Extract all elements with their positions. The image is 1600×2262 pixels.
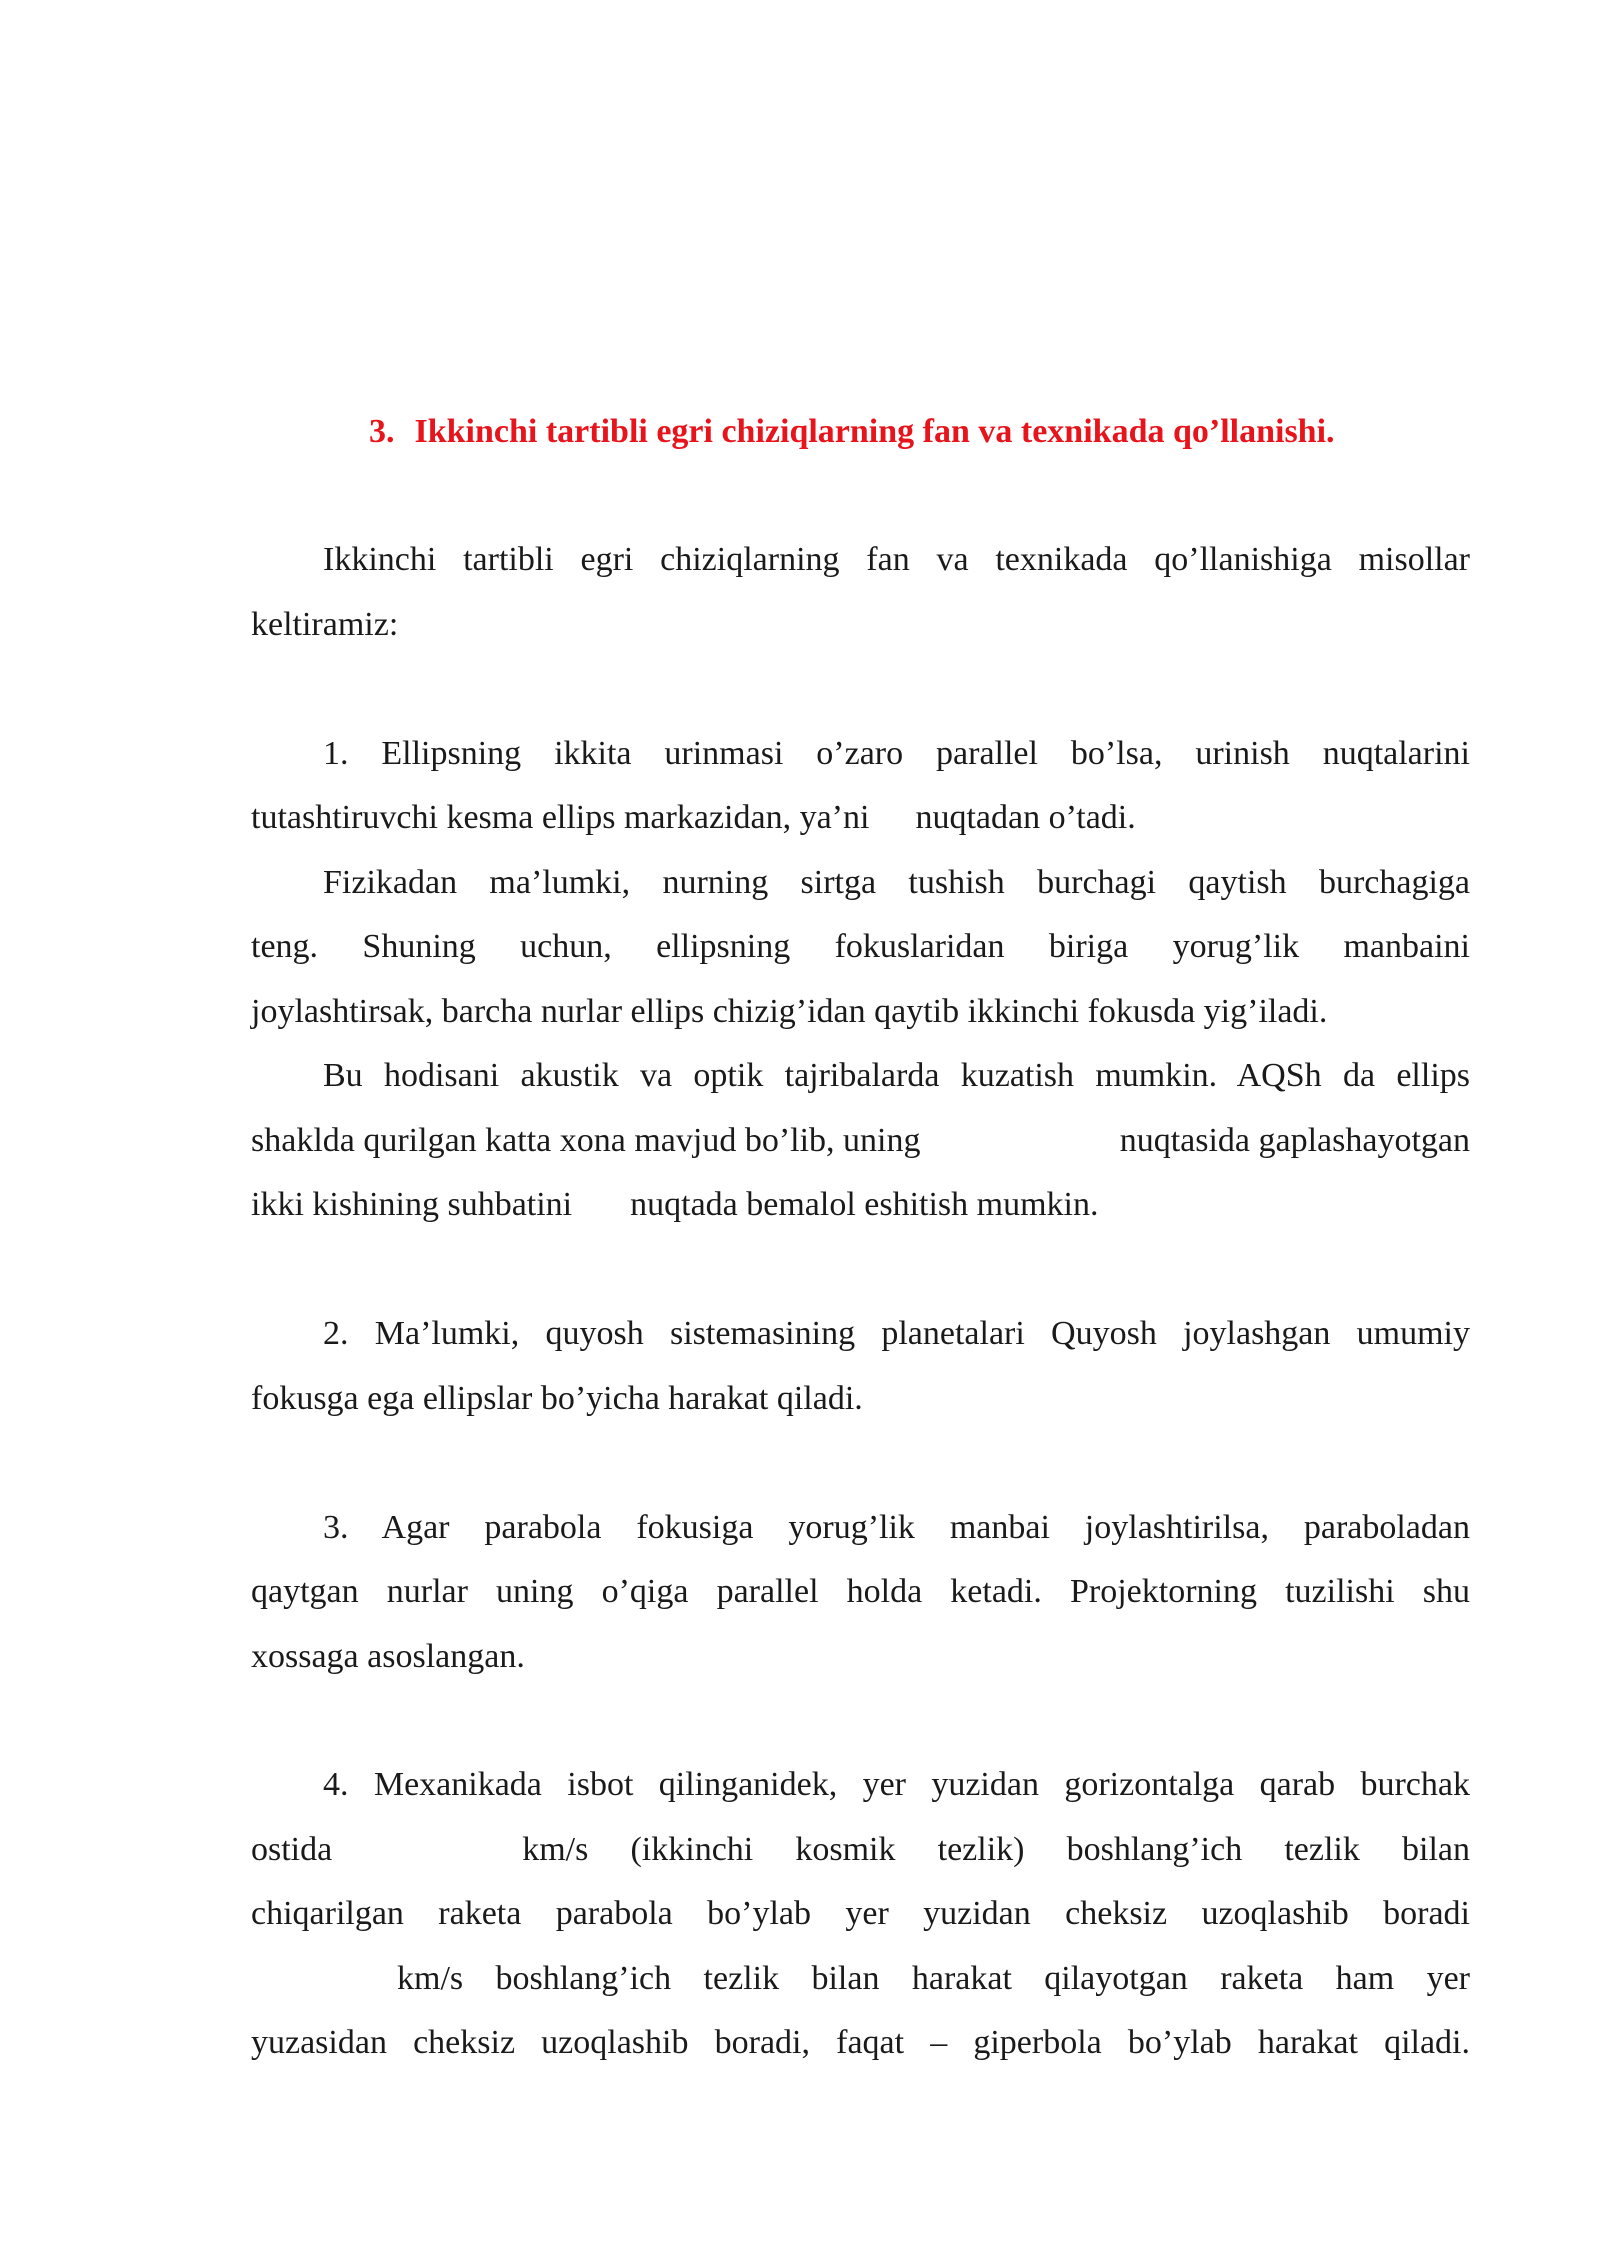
intro-line-1: Ikkinchi tartibli egri chiziqlarning fan va texnikada qo’llanishiga misollar	[323, 541, 1470, 578]
item1-line-5: joylashtirsak, barcha nurlar ellips chizig’idan qaytib ikkinchi fokusda yig’iladi.	[251, 993, 1328, 1030]
item1-line-7	[251, 1117, 1470, 1165]
item1-line-4: teng. Shuning uchun, ellipsning fokuslaridan biriga yorug’lik manbaini	[251, 928, 1470, 965]
item1-line-7b: nuqtasida gaplashayotgan	[1119, 1122, 1470, 1159]
item4-line-4: km/s boshlang’ich tezlik bilan harakat qilayotgan raketa ham yer	[397, 1960, 1470, 1997]
item1-line-7a: shaklda qurilgan katta xona mavjud bo’lib, uning	[251, 1122, 921, 1159]
section-title: Ikkinchi tartibli egri chiziqlarning fan va texnikada qo’llanishi.	[414, 413, 1335, 450]
item1-line-6: Bu hodisani akustik va optik tajribalarda kuzatish mumkin. AQSh da ellips	[323, 1057, 1470, 1094]
item1-line-2	[251, 794, 1470, 842]
item1-line-2a: tutashtiruvchi kesma ellips markazidan, ya’ni	[251, 799, 870, 836]
item4-line-2	[251, 1826, 1470, 1874]
item1-line-1: 1. Ellipsning ikkita urinmasi o’zaro parallel bo’lsa, urinish nuqtalarini	[323, 735, 1470, 772]
item2-line-2: fokusga ega ellipslar bo’yicha harakat qiladi.	[251, 1380, 863, 1417]
item4-line-5: yuzasidan cheksiz uzoqlashib boradi, faqat – giperbola bo’ylab harakat qiladi.	[251, 2024, 1470, 2061]
item3-line-1: 3. Agar parabola fokusiga yorug’lik manbai joylashtirilsa, paraboladan	[323, 1509, 1470, 1546]
item1-line-3: Fizikadan ma’lumki, nurning sirtga tushish burchagi qaytish burchagiga	[323, 864, 1470, 901]
item1-line-8a: ikki kishining suhbatini	[251, 1186, 573, 1223]
item3-line-3: xossaga asoslangan.	[251, 1638, 525, 1675]
section-heading	[369, 408, 1335, 456]
item4-line-2b: km/s (ikkinchi kosmik tezlik) boshlang’ich tezlik bilan	[522, 1831, 1470, 1868]
item1-line-8b: nuqtada bemalol eshitish mumkin.	[630, 1186, 1099, 1223]
item4-line-1: 4. Mexanikada isbot qilinganidek, yer yuzidan gorizontalga qarab burchak	[323, 1766, 1470, 1803]
intro-line-2: keltiramiz:	[251, 606, 399, 643]
item1-line-8	[251, 1181, 1470, 1229]
item1-line-2b: nuqtadan o’tadi.	[915, 799, 1136, 836]
item2-line-1: 2. Ma’lumki, quyosh sistemasining planetalari Quyosh joylashgan umumiy	[323, 1315, 1470, 1352]
item3-line-2: qaytgan nurlar uning o’qiga parallel holda ketadi. Projektorning tuzilishi shu	[251, 1573, 1470, 1610]
item4-line-3: chiqarilgan raketa parabola bo’ylab yer yuzidan cheksiz uzoqlashib boradi	[251, 1895, 1470, 1932]
section-number: 3.	[369, 413, 395, 450]
item4-line-2a: ostida	[251, 1831, 333, 1868]
